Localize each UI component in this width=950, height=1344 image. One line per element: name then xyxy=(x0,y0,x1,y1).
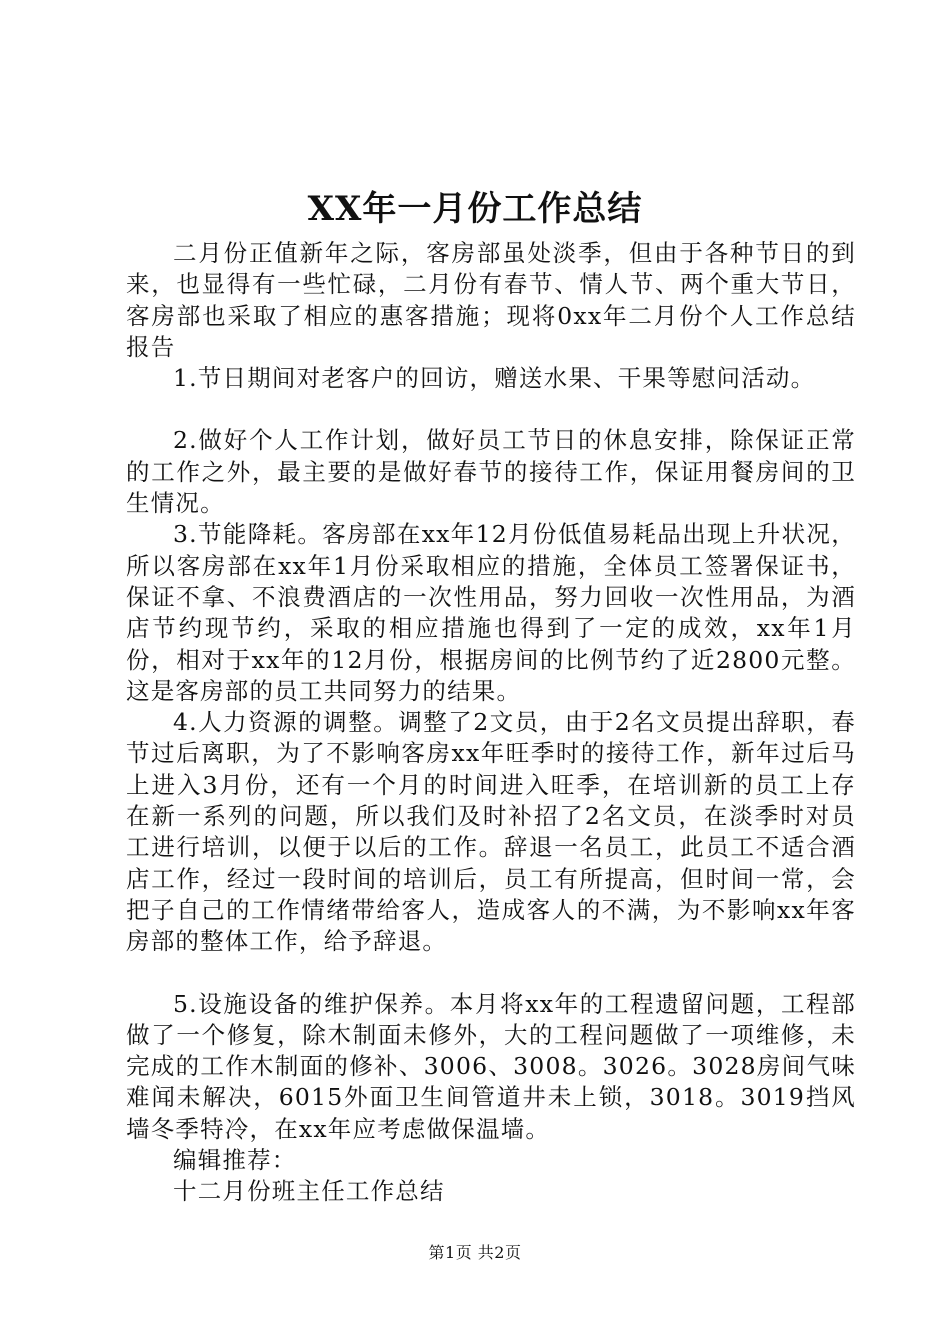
paragraph-spacer xyxy=(126,958,856,989)
editor-recommend-label: 编辑推荐： xyxy=(173,1146,297,1175)
paragraph-intro: 二月份正值新年之际，客房部虽处淡季，但由于各种节日的到来，也显得有一些忙碌，二月份有春节、情人节、两个重大节日，客房部也采取了相应的惠客措施；现将0xx年二月份个人工作总结报告 xyxy=(126,239,856,361)
paragraph-item-1: 1.节日期间对老客户的回访，赠送水果、干果等慰问活动。 xyxy=(173,364,816,393)
page-number-footer: 第1页 共2页 xyxy=(428,1243,522,1262)
document-title: XX年一月份工作总结 xyxy=(307,189,643,229)
paragraph-item-3: 3.节能降耗。客房部在xx年12月份低值易耗品出现上升状况，所以客房部在xx年1月份采取相应的措施，全体员工签署保证书，保证不拿、不浪费酒店的一次性用品，努力回收一次性用品，为酒店节约现节约，采取的相应措施也得到了一定的成效，xx年1月份，相对于xx年的12月份，根据房间的比例节约了近2800元整。这是客房部的员工共同努力的结果。 xyxy=(126,520,856,705)
paragraph-item-5: 5.设施设备的维护保养。本月将xx年的工程遗留问题，工程部做了一个修复，除木制面未修外，大的工程问题做了一项维修，未完成的工作木制面的修补、3006、3008。3026。3028房间气味难闻未解决，6015外面卫生间管道井未上锁，3018。3019挡风墙冬季特冷，在xx年应考虑做保温墙。 xyxy=(126,989,856,1143)
paragraph-item-4: 4.人力资源的调整。调整了2文员，由于2名文员提出辞职，春节过后离职，为了不影响客房xx年旺季时的接待工作，新年过后马上进入3月份，还有一个月的时间进入旺季，在培训新的员工上存在新一系列的问题，所以我们及时补招了2名文员，在淡季时对员工进行培训，以便于以后的工作。辞退一名员工，此员工不适合酒店工作，经过一段时间的培训后，员工有所提高，但时间一常，会把子自己的工作情绪带给客人，造成客人的不满，为不影响xx年客房部的整体工作，给予辞退。 xyxy=(126,708,856,956)
recommended-article-link[interactable]: 十二月份班主任工作总结 xyxy=(173,1177,445,1206)
paragraph-spacer xyxy=(126,394,856,425)
paragraph-item-2: 2.做好个人工作计划，做好员工节日的休息安排，除保证正常的工作之外，最主要的是做好春节的接待工作，保证用餐房间的卫生情况。 xyxy=(126,426,856,518)
document-body xyxy=(126,238,856,1208)
